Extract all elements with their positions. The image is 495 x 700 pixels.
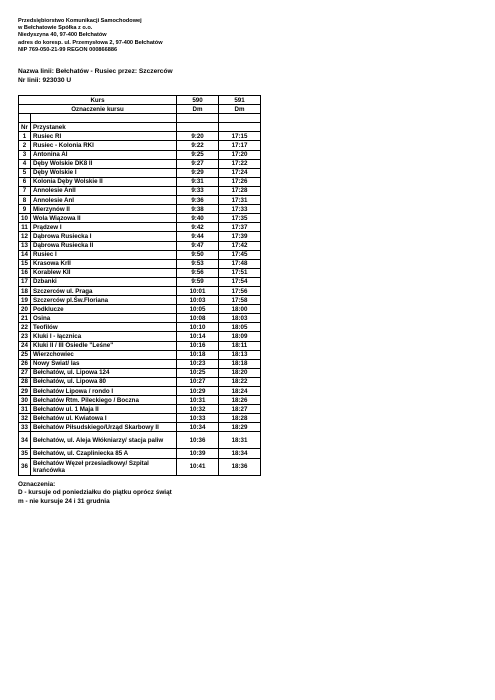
table-row — [19, 458, 261, 475]
stop-number: 28 — [19, 377, 31, 386]
stop-name: Annolesie AnII — [31, 186, 177, 195]
time-course-590: 9:56 — [177, 268, 219, 277]
time-course-591: 18:13 — [219, 350, 261, 359]
time-course-590: 9:53 — [177, 259, 219, 268]
time-course-591: 17:35 — [219, 214, 261, 223]
nr-header: Nr — [19, 123, 31, 132]
column-header-row — [19, 123, 261, 132]
stop-number: 13 — [19, 241, 31, 250]
time-course-590: 10:10 — [177, 323, 219, 332]
stop-number: 19 — [19, 296, 31, 305]
stop-number: 23 — [19, 332, 31, 341]
stop-name: Nowy Świat/ las — [31, 359, 177, 368]
time-course-591: 18:26 — [219, 396, 261, 405]
company-name-2: w Bełchatowie Spółka z o.o. — [18, 25, 93, 32]
course-mark-591: Dm — [219, 105, 261, 114]
stop-number: 17 — [19, 277, 31, 286]
stop-number: 1 — [19, 132, 31, 141]
table-row — [19, 214, 261, 223]
time-course-591: 18:09 — [219, 332, 261, 341]
company-correspondence-address: adres do koresp. ul. Przemysłowa 2, 97-400 Bełchatów — [18, 39, 163, 46]
time-course-590: 10:34 — [177, 423, 219, 432]
time-course-591: 17:22 — [219, 159, 261, 168]
time-course-591: 17:33 — [219, 205, 261, 214]
time-course-590: 10:18 — [177, 350, 219, 359]
table-row — [19, 296, 261, 305]
time-course-591: 17:24 — [219, 168, 261, 177]
company-header — [18, 18, 163, 54]
table-row — [19, 277, 261, 286]
time-course-590: 9:38 — [177, 205, 219, 214]
stop-number: 36 — [19, 458, 31, 475]
time-course-590: 9:47 — [177, 241, 219, 250]
course-number-590: 590 — [177, 96, 219, 105]
stop-number: 24 — [19, 341, 31, 350]
table-row — [19, 405, 261, 414]
stop-number: 31 — [19, 405, 31, 414]
time-course-591: 17:39 — [219, 232, 261, 241]
line-info — [18, 68, 173, 85]
table-row — [19, 350, 261, 359]
table-row — [19, 186, 261, 195]
stop-name: Dąbrowa Rusiecka I — [31, 232, 177, 241]
stop-name: Kolonia Dęby Wolskie II — [31, 177, 177, 186]
stop-name: Rusiec I — [31, 250, 177, 259]
time-course-591: 18:18 — [219, 359, 261, 368]
time-course-590: 10:14 — [177, 332, 219, 341]
header-blank-cell — [177, 123, 219, 132]
stop-name: Bełchatów, ul. Czapliniecka 85 A — [31, 449, 177, 458]
time-course-591: 17:28 — [219, 186, 261, 195]
stop-name: Bełchatów Piłsudskiego/Urząd Skarbowy II — [31, 423, 177, 432]
table-row — [19, 223, 261, 232]
stop-name: Bełchatów ul. Kwiatowa I — [31, 414, 177, 423]
header-blank-cell — [219, 123, 261, 132]
time-course-591: 18:34 — [219, 449, 261, 458]
company-name: Przedsiębiorstwo Komunikacji Samochodowej — [18, 18, 142, 24]
stop-number: 6 — [19, 177, 31, 186]
table-row — [19, 432, 261, 449]
stop-number: 9 — [19, 205, 31, 214]
table-row — [19, 332, 261, 341]
table-row — [19, 396, 261, 405]
oznaczenie-label: Oznaczenie kursu — [19, 105, 177, 114]
course-number-591: 591 — [219, 96, 261, 105]
time-course-590: 9:25 — [177, 150, 219, 159]
time-course-590: 10:29 — [177, 387, 219, 396]
legend-title: Oznaczenia: — [18, 481, 56, 488]
legend-item-m: m - nie kursuje 24 i 31 grudnia — [18, 497, 110, 505]
table-row — [19, 423, 261, 432]
spacer-cell — [219, 114, 261, 123]
kurs-label: Kurs — [19, 96, 177, 105]
company-tax-ids: NIP 769-050-21-99 REGON 000866886 — [18, 46, 118, 53]
time-course-591: 17:26 — [219, 177, 261, 186]
time-course-590: 10:25 — [177, 368, 219, 377]
time-course-591: 17:51 — [219, 268, 261, 277]
time-course-591: 18:28 — [219, 414, 261, 423]
stop-number: 21 — [19, 314, 31, 323]
table-row — [19, 387, 261, 396]
stop-name: Bełchatów, ul. Lipowa 124 — [31, 368, 177, 377]
time-course-590: 10:31 — [177, 396, 219, 405]
table-row — [19, 286, 261, 295]
stop-number: 32 — [19, 414, 31, 423]
stop-name: Wierzchowiec — [31, 350, 177, 359]
table-row — [19, 205, 261, 214]
time-course-590: 10:39 — [177, 449, 219, 458]
stop-number: 5 — [19, 168, 31, 177]
time-course-591: 17:31 — [219, 196, 261, 205]
stop-name: Dzbanki — [31, 277, 177, 286]
stop-name: Bełchatów Lipowa / rondo I — [31, 387, 177, 396]
table-row — [19, 159, 261, 168]
stop-name: Antonina AI — [31, 150, 177, 159]
stop-name: Bełchatów Węzeł przesiadkowy/ Szpital krańcówka — [31, 458, 177, 475]
stop-number: 15 — [19, 259, 31, 268]
stop-name: Bełchatów Rtm. Pileckiego / Boczna — [31, 396, 177, 405]
time-course-591: 18:11 — [219, 341, 261, 350]
stop-name: Rusiec - Kolonia RKI — [31, 141, 177, 150]
table-row — [19, 168, 261, 177]
stop-number: 22 — [19, 323, 31, 332]
stop-name: Teofilów — [31, 323, 177, 332]
spacer-row — [19, 114, 261, 123]
table-row — [19, 377, 261, 386]
stop-number: 27 — [19, 368, 31, 377]
stop-number: 4 — [19, 159, 31, 168]
table-row — [19, 359, 261, 368]
stop-number: 35 — [19, 449, 31, 458]
line-name: Nazwa linii: Bełchatów - Rusiec przez: Szczerców — [18, 68, 173, 75]
stop-number: 11 — [19, 223, 31, 232]
stop-name: Szczerców ul. Praga — [31, 286, 177, 295]
stop-name: Dęby Wolskie I — [31, 168, 177, 177]
time-course-590: 10:27 — [177, 377, 219, 386]
time-course-590: 10:36 — [177, 432, 219, 449]
table-row — [19, 177, 261, 186]
time-course-591: 17:37 — [219, 223, 261, 232]
stop-name: Szczerców pl.Św.Floriana — [31, 296, 177, 305]
time-course-590: 9:29 — [177, 168, 219, 177]
table-row — [19, 305, 261, 314]
time-course-591: 17:20 — [219, 150, 261, 159]
time-course-591: 18:00 — [219, 305, 261, 314]
time-course-591: 18:20 — [219, 368, 261, 377]
table-row — [19, 414, 261, 423]
table-row — [19, 314, 261, 323]
time-course-591: 17:56 — [219, 286, 261, 295]
time-course-590: 10:01 — [177, 286, 219, 295]
table-row — [19, 341, 261, 350]
course-number-row — [19, 96, 261, 105]
stop-number: 34 — [19, 432, 31, 449]
stop-name: Prądzew I — [31, 223, 177, 232]
stop-number: 16 — [19, 268, 31, 277]
table-row — [19, 449, 261, 458]
time-course-590: 9:31 — [177, 177, 219, 186]
time-course-591: 17:58 — [219, 296, 261, 305]
stop-name: Kluki II / III Osiedle "Leśne" — [31, 341, 177, 350]
stop-name: Dęby Wolskie DK8 II — [31, 159, 177, 168]
stop-name: Podklucze — [31, 305, 177, 314]
stop-number: 18 — [19, 286, 31, 295]
time-course-591: 18:24 — [219, 387, 261, 396]
time-course-590: 9:22 — [177, 141, 219, 150]
time-course-590: 9:50 — [177, 250, 219, 259]
time-course-590: 9:36 — [177, 196, 219, 205]
time-course-591: 18:22 — [219, 377, 261, 386]
time-course-590: 10:41 — [177, 458, 219, 475]
stop-name: Bełchatów ul. 1 Maja II — [31, 405, 177, 414]
time-course-591: 17:42 — [219, 241, 261, 250]
stop-number: 30 — [19, 396, 31, 405]
timetable — [18, 95, 261, 476]
stop-name: Kluki I - łącznica — [31, 332, 177, 341]
stop-number: 14 — [19, 250, 31, 259]
time-course-591: 17:48 — [219, 259, 261, 268]
stop-name: Mierzynów II — [31, 205, 177, 214]
table-row — [19, 259, 261, 268]
time-course-590: 10:23 — [177, 359, 219, 368]
stop-number: 12 — [19, 232, 31, 241]
spacer-cell — [177, 114, 219, 123]
stop-name: Bełchatów, ul. Aleja Włókniarzy/ stacja paliw — [31, 432, 177, 449]
time-course-590: 10:08 — [177, 314, 219, 323]
stop-number: 20 — [19, 305, 31, 314]
course-mark-590: Dm — [177, 105, 219, 114]
legend-item-d: D - kursuje od poniedziałku do piątku oprócz świąt — [18, 489, 172, 497]
time-course-591: 18:05 — [219, 323, 261, 332]
stop-name: Korablew KII — [31, 268, 177, 277]
time-course-591: 17:45 — [219, 250, 261, 259]
stop-number: 29 — [19, 387, 31, 396]
time-course-591: 18:36 — [219, 458, 261, 475]
spacer-cell — [31, 114, 177, 123]
stop-name: Rusiec RI — [31, 132, 177, 141]
time-course-591: 17:17 — [219, 141, 261, 150]
company-address: Niedyszyna 40, 97-400 Bełchatów — [18, 32, 107, 39]
time-course-590: 9:40 — [177, 214, 219, 223]
time-course-590: 9:42 — [177, 223, 219, 232]
time-course-591: 18:29 — [219, 423, 261, 432]
line-number: Nr linii: 923030 U — [18, 76, 72, 84]
table-row — [19, 132, 261, 141]
course-mark-row — [19, 105, 261, 114]
time-course-590: 10:05 — [177, 305, 219, 314]
stop-number: 7 — [19, 186, 31, 195]
time-course-590: 9:44 — [177, 232, 219, 241]
table-row — [19, 250, 261, 259]
legend — [18, 481, 172, 506]
time-course-590: 9:33 — [177, 186, 219, 195]
stop-name: Krasowa KrII — [31, 259, 177, 268]
stop-name: Dąbrowa Rusiecka II — [31, 241, 177, 250]
table-row — [19, 196, 261, 205]
spacer-cell — [19, 114, 31, 123]
time-course-591: 18:03 — [219, 314, 261, 323]
time-course-590: 9:20 — [177, 132, 219, 141]
table-row — [19, 323, 261, 332]
stop-number: 26 — [19, 359, 31, 368]
stop-number: 10 — [19, 214, 31, 223]
stop-number: 33 — [19, 423, 31, 432]
time-course-591: 17:15 — [219, 132, 261, 141]
table-row — [19, 268, 261, 277]
table-row — [19, 150, 261, 159]
time-course-590: 9:59 — [177, 277, 219, 286]
stop-name: Bełchatów, ul. Lipowa 80 — [31, 377, 177, 386]
table-row — [19, 232, 261, 241]
time-course-590: 10:33 — [177, 414, 219, 423]
stop-number: 8 — [19, 196, 31, 205]
table-row — [19, 368, 261, 377]
table-row — [19, 241, 261, 250]
time-course-591: 17:54 — [219, 277, 261, 286]
time-course-590: 10:03 — [177, 296, 219, 305]
time-course-590: 10:32 — [177, 405, 219, 414]
stop-name: Annolesie AnI — [31, 196, 177, 205]
time-course-590: 10:16 — [177, 341, 219, 350]
przystanek-header: Przystanek — [31, 123, 177, 132]
table-row — [19, 141, 261, 150]
stop-number: 2 — [19, 141, 31, 150]
stop-number: 3 — [19, 150, 31, 159]
time-course-591: 18:27 — [219, 405, 261, 414]
time-course-591: 18:31 — [219, 432, 261, 449]
stop-name: Wola Wiązowa II — [31, 214, 177, 223]
stop-number: 25 — [19, 350, 31, 359]
stop-name: Osina — [31, 314, 177, 323]
time-course-590: 9:27 — [177, 159, 219, 168]
